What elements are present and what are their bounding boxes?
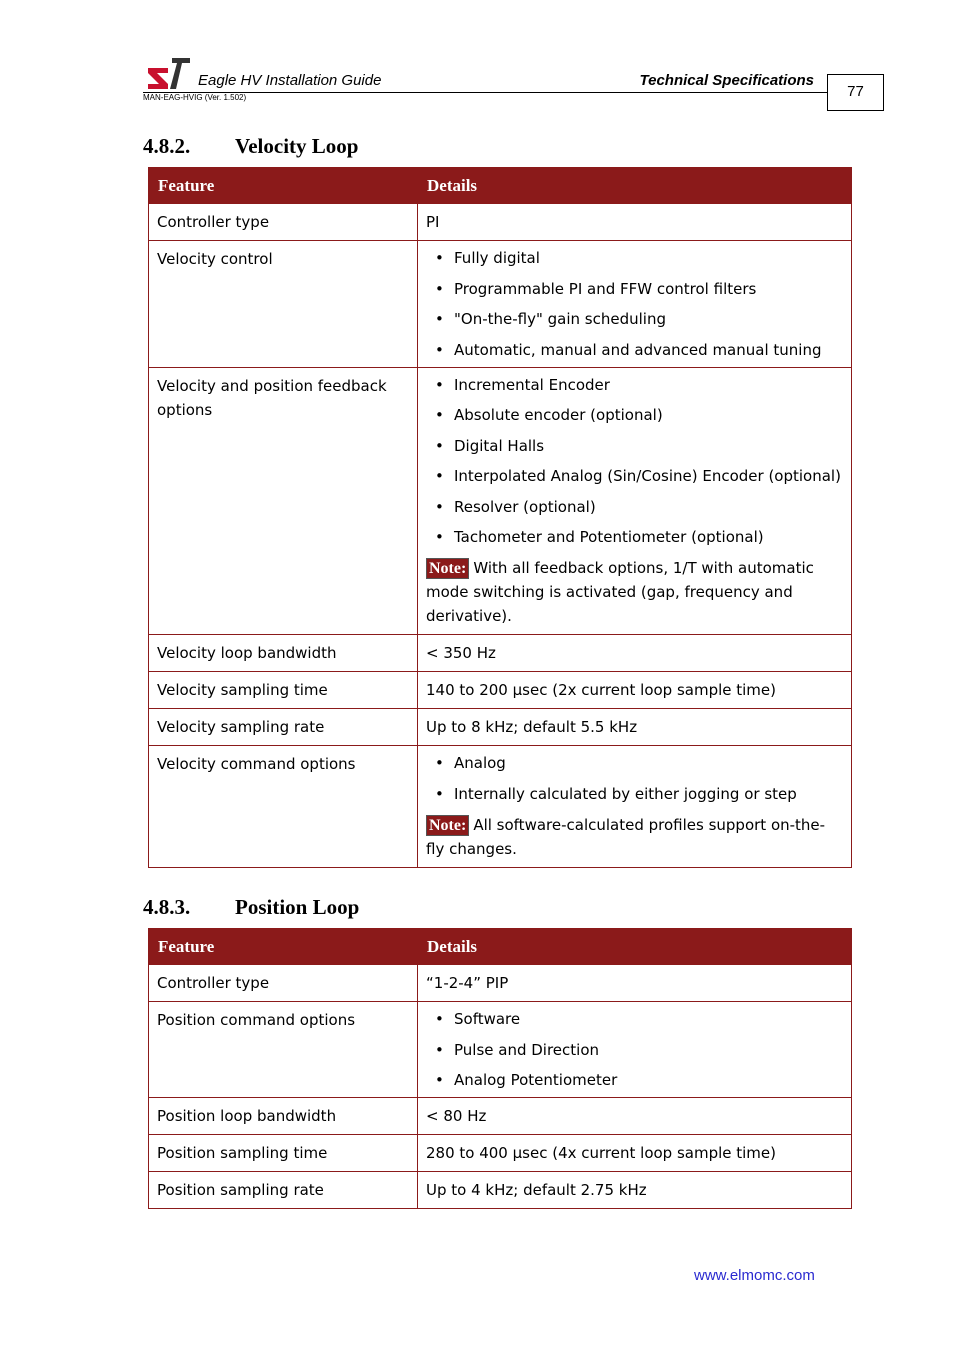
list-item: • Tachometer and Potentiometer (optional) [454, 526, 843, 548]
note-text: All software-calculated profiles support on-the-fly changes. [426, 815, 826, 858]
note [426, 556, 843, 628]
feature-cell: Position command options [149, 1002, 418, 1098]
page-number: 77 [827, 74, 884, 111]
list-item: • Programmable PI and FFW control filters [454, 278, 843, 300]
bullet-list [426, 752, 843, 805]
table-row [149, 746, 852, 868]
details-cell: 280 to 400 μsec (4x current loop sample time) [418, 1135, 852, 1172]
bullet-list [426, 374, 843, 549]
feature-cell: Position sampling time [149, 1135, 418, 1172]
details-cell: Up to 4 kHz; default 2.75 kHz [418, 1172, 852, 1209]
list-item: • Analog Potentiometer [454, 1069, 843, 1091]
column-header-details: Details [418, 168, 852, 204]
list-item: • "On-the-fly" gain scheduling [454, 308, 843, 330]
table-row [149, 367, 852, 635]
list-item: • Analog [454, 752, 843, 774]
document-version: MAN-EAG-HVIG (Ver. 1.502) [143, 93, 247, 102]
table-row [149, 1135, 852, 1172]
column-header-details: Details [418, 929, 852, 965]
list-item: • Software [454, 1008, 843, 1030]
table-row [149, 1098, 852, 1135]
table-row [149, 965, 852, 1002]
list-item: • Absolute encoder (optional) [454, 404, 843, 426]
bullet-list [426, 1008, 843, 1091]
feature-cell: Velocity command options [149, 746, 418, 868]
table-row [149, 709, 852, 746]
column-header-feature: Feature [149, 168, 418, 204]
list-item: • Internally calculated by either jogging or step [454, 783, 843, 805]
details-cell [418, 367, 852, 635]
feature-cell: Velocity and position feedback options [149, 367, 418, 635]
feature-cell: Velocity control [149, 241, 418, 368]
bullet-list [426, 247, 843, 361]
details-cell [418, 241, 852, 368]
table-row [149, 1172, 852, 1209]
heading-number: 4.8.3. [143, 895, 191, 919]
details-cell: < 80 Hz [418, 1098, 852, 1135]
column-header-feature: Feature [149, 929, 418, 965]
feature-cell: Controller type [149, 965, 418, 1002]
list-item: • Digital Halls [454, 435, 843, 457]
list-item: • Resolver (optional) [454, 496, 843, 518]
note-label: Note: [426, 815, 469, 836]
table-header-row [149, 168, 852, 204]
details-cell: < 350 Hz [418, 635, 852, 672]
elmo-logo-icon [148, 56, 190, 90]
website-link[interactable]: www.elmomc.com [694, 1267, 815, 1284]
details-cell [418, 746, 852, 868]
table-header-row [149, 929, 852, 965]
note [426, 813, 843, 861]
feature-cell: Velocity loop bandwidth [149, 635, 418, 672]
feature-cell: Velocity sampling rate [149, 709, 418, 746]
velocity-loop-heading [143, 134, 358, 159]
table-row [149, 672, 852, 709]
feature-cell: Controller type [149, 204, 418, 241]
list-item: • Automatic, manual and advanced manual tuning [454, 339, 843, 361]
note-label: Note: [426, 558, 469, 579]
table-row [149, 204, 852, 241]
table-row [149, 241, 852, 368]
heading-title: Velocity Loop [235, 134, 359, 158]
details-cell: Up to 8 kHz; default 5.5 kHz [418, 709, 852, 746]
list-item: • Incremental Encoder [454, 374, 843, 396]
document-title: Eagle HV Installation Guide [198, 72, 382, 89]
note-text: With all feedback options, 1/T with automatic mode switching is activated (gap, frequency and derivative). [426, 559, 814, 625]
details-cell [418, 1002, 852, 1098]
section-title: Technical Specifications [639, 72, 814, 89]
table-row [149, 635, 852, 672]
position-loop-table [148, 928, 852, 1209]
details-cell: “1-2-4” PIP [418, 965, 852, 1002]
velocity-loop-table [148, 167, 852, 868]
page-header [143, 56, 884, 112]
feature-cell: Position sampling rate [149, 1172, 418, 1209]
heading-title: Position Loop [235, 895, 360, 919]
details-cell: 140 to 200 μsec (2x current loop sample time) [418, 672, 852, 709]
heading-number: 4.8.2. [143, 134, 191, 158]
table-row [149, 1002, 852, 1098]
details-cell: PI [418, 204, 852, 241]
list-item: • Fully digital [454, 247, 843, 269]
feature-cell: Position loop bandwidth [149, 1098, 418, 1135]
list-item: • Pulse and Direction [454, 1039, 843, 1061]
position-loop-heading [143, 895, 359, 920]
feature-cell: Velocity sampling time [149, 672, 418, 709]
list-item: • Interpolated Analog (Sin/Cosine) Encoder (optional) [454, 465, 843, 487]
